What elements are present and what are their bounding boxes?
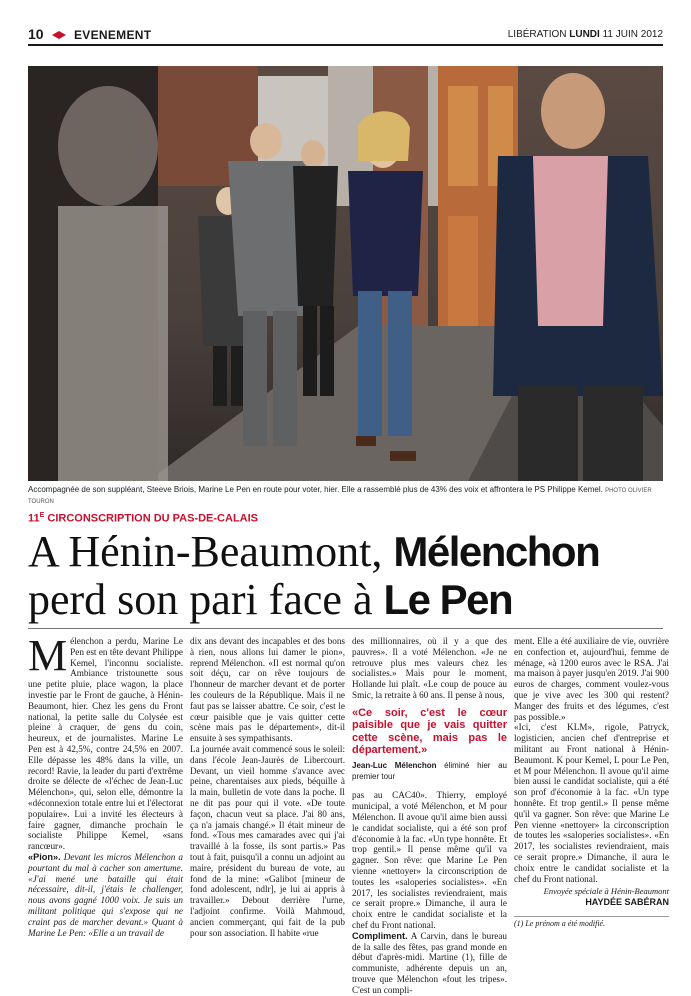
- byline-author: HAYDÉE SABÉRAN: [585, 897, 669, 908]
- footnote: (1) Le prénom a été modifié.: [514, 916, 669, 930]
- headline-line1-a: A Hénin-Beaumont,: [28, 527, 383, 576]
- col4-paragraph-1: ment. Elle a été auxiliaire de vie, ouvrière en confection et, aujourd'hui, femme de ménage, «à 1200 euros avec le RSA. J'ai ma maison à payer jusqu'en 2019. J'ai 900 euros de charges, comment voulez-vous que je vive avec les 300 qui restent? Manger des fruits et des légumes, c'est pas possible.»: [514, 636, 669, 722]
- column-2: [190, 636, 345, 938]
- photo-illustration: [28, 66, 663, 481]
- pull-quote-source: [352, 761, 507, 783]
- col3-paragraph-2: pas au CAC40». Thierry, employé municipal, a voté Mélenchon, et M pour Mélenchon. Il avoue qu'il aime bien aussi le candidat socialiste, qui a été son prof d'économie à la fac. «Un type honnête. Et trop gentil.» Il pense même qu'il va gagner. Son rêve: que Marine Le Pen vienne «nettoyer» la circonscription de toutes les «saloperies socialistes». «En 2017, les socialistes reviendraient, mais ce serait propre.» Dimanche, il aura le choix entre le candidat socialiste et la chef du Front national.: [352, 790, 507, 930]
- headline: [28, 528, 668, 624]
- col1-paragraph-1: élenchon a perdu, Marine Le Pen est en tête devant Philippe Kemel, l'inconnu socialiste. Ambiance tristounette sous une petite pluie, place wagon, la place investie par le Front de gauche, à Hénin-Beaumont, hier. Chez les gens du Front national, la petite salle du Colysée est pleine à craquer, de gens du coin, heureux, et de journalistes. Marine Le Pen est à 42,5%, contre 24,5% en 2007. Elle dépasse les 48% dans la ville, un record! Ravie, la leader du parti d'extrême droite se délecte de «l'échec de Jean-Luc Mélenchon», qui, selon elle, démontre la «déconnexion totale entre lui et l'électorat populaire». Lui a invité les électeurs à faire gagner, dimanche prochain le socialiste Philippe Kemel, «sans rancœur».: [28, 636, 183, 852]
- issue-date-text: 11 JUIN 2012: [602, 29, 663, 40]
- pull-quote-name: Jean-Luc Mélenchon: [352, 760, 437, 770]
- caption-text: Accompagnée de son suppléant, Steeve Briois, Marine Le Pen en route pour voter, hier. Elle a rassemblé plus de 43% des voix et affrontera le PS Philippe Kemel.: [28, 485, 603, 494]
- photo-caption: [28, 485, 668, 507]
- column-3: [352, 636, 507, 996]
- headline-rule: [28, 628, 663, 629]
- col1-lead: «Pion».: [28, 851, 61, 862]
- headline-line2-b: Le Pen: [383, 576, 513, 623]
- column-1: [28, 631, 183, 938]
- column-4: [514, 636, 669, 930]
- dropcap: M: [28, 631, 68, 680]
- page-number: 10: [28, 26, 44, 42]
- headline-line1-b: Mélenchon: [393, 528, 600, 575]
- page-header: [28, 28, 663, 46]
- paper-name: LIBÉRATION: [507, 29, 567, 40]
- col3-paragraph-3: A Carvin, dans le bureau de la salle des fêtes, pas grand monde en début d'après-midi. Martine (1), fille de communiste, adhérente depuis un an, trouve que Mélenchon «fout les tripes». C'est un compli-: [352, 930, 507, 995]
- col4-paragraph-2: «Ici, c'est KLM», rigole, Patryck, logisticien, ancien chef d'entreprise et militant au Front national à Hénin-Beaumont. K pour Kemel, L pour Le Pen, et M pour Mélenchon. Il avoue qu'il aime bien aussi le candidat socialiste, qui a été son prof d'économie à la fac. «Un type honnête. Et trop gentil.» Il pense même qu'il va gagner. Son rêve: que Marine Le Pen vienne «nettoyer» la circonscription de toutes les «saloperies socialistes». «En 2017, les socialistes reviendraient, mais ce serait propre.» Dimanche, il aura le choix entre le candidat socialiste et la chef du Front national.: [514, 722, 669, 884]
- section-arrow-icon: [52, 31, 66, 39]
- section-name: EVENEMENT: [74, 28, 152, 42]
- kicker-sup: E: [39, 512, 45, 519]
- col2-paragraph-1: dix ans devant des incapables et des bons à rien, nous allons lui damer le pion», reprend Mélenchon. «Il est normal qu'on soit déçu, car on rêve toujours de l'honneur de marcher devant et de porter les couleurs de la République. Mais il ne faut pas se laisser abattre. Ce soir, c'est le cœur paisible que je vais quitter cette scène mais pas le département», dit-il ensuite à ses sympathisants.: [190, 636, 345, 744]
- kicker-num: 11: [28, 512, 40, 525]
- pull-quote: «Ce soir, c'est le cœur paisible que je vais quitter cette scène, mais pas le département.»: [352, 706, 507, 757]
- col1-paragraph-2: Devant les micros Mélenchon a pourtant du mal à cacher son amertume. «J'ai mené une bataille qui était nécessaire, dit-il, j'étais le challenger, nous avons gagné 1000 voix. Je suis un militant politique qui s'expose qui ne craint pas de marcher devant.» Quant à Marine Le Pen: «Elle a un travail de: [28, 851, 183, 938]
- issue-date: [508, 29, 663, 40]
- issue-day: LUNDI: [569, 29, 600, 40]
- byline-location: Envoyée spéciale à Hénin-Beaumont: [543, 886, 669, 897]
- kicker: [28, 512, 258, 525]
- kicker-text: CIRCONSCRIPTION DU PAS-DE-CALAIS: [44, 512, 259, 525]
- col3-lead: Compliment.: [352, 930, 408, 941]
- col2-paragraph-2: La journée avait commencé sous le soleil: dans l'école Jean-Jaurès de Libercourt. Devant, un vieil homme s'avance avec peine, charentaises aux pieds, béquille à la main, bulletin de vote dans la poche. Il ne dit pas pour qui il vote. «De toute façon, chacun veut sa place. J'ai 80 ans, ça n'a jamais changé.» Il était mineur de fond. «Tous mes camarades avec qui j'ai travaillé à la fosse, ils sont partis.» Pas tout à fait, puisqu'il a connu un adjoint au maire, président du bureau de vote, au fond de la mine: «Galibot [mineur de fond adolescent, ndlr], je lui ai appris à travailler.» Debout derrière l'urne, l'adjoint confirme. Voilà Mahmoud, ancien commerçant, qui fait de la pub pour son association. Il habite «rue: [190, 743, 345, 938]
- pull-quote-note: éliminé hier au premier tour: [352, 760, 507, 781]
- headline-line2-a: perd son pari face à: [28, 575, 373, 624]
- main-photo: [28, 66, 663, 481]
- col3-paragraph-1: des millionnaires, où il y a que des pauvres». Il a voté Mélenchon. «Je ne retrouve plus mes valeurs chez les socialistes.» Mais pour le moment, Hollande lui plaît. «Le coup de pouce au Smic, la retraite à 60 ans. Il pense à nous,: [352, 636, 507, 700]
- article-body: [28, 631, 669, 995]
- photo-credit: PHOTO OLIVIER TOURON: [28, 488, 652, 505]
